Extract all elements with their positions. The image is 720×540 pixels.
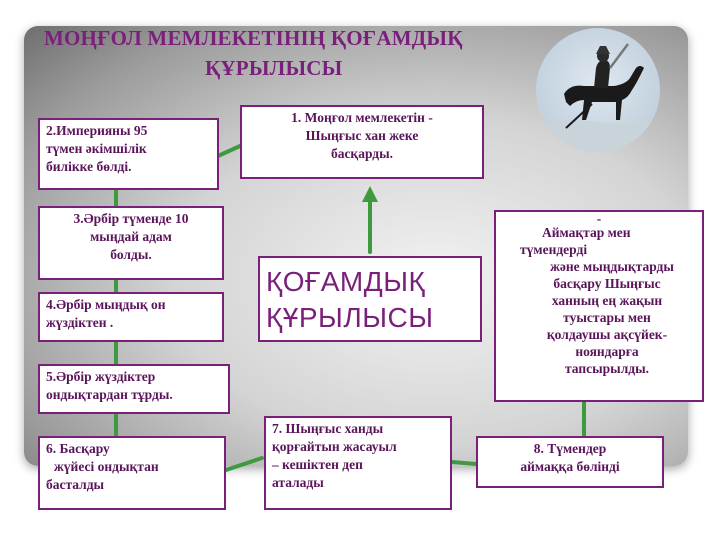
box-7-guard: 7. Шыңғыс ханды қорғайтын жасауыл – кешіктен деп аталады bbox=[264, 416, 452, 510]
page-title-line1: МОҢҒОЛ МЕМЛЕКЕТІНІҢ ҚОҒАМДЫҚ bbox=[44, 26, 463, 50]
box-2-empire: 2.Империяны 95 түмен әкімшілік билікке бөлді. bbox=[38, 118, 219, 190]
box-5-hundred: 5.Әрбір жүздіктер ондықтардан тұрды. bbox=[38, 364, 230, 414]
box-3-tumen: 3.Әрбір түменде 10 мыңдай адам болды. bbox=[38, 206, 224, 280]
box-4-thousand: 4.Әрбір мыңдық он жүздіктен . bbox=[38, 292, 224, 342]
center-title-box bbox=[258, 256, 482, 342]
center-title-line2: ҚҰРЫЛЫСЫ bbox=[266, 302, 434, 333]
box-1-ruler: 1. Моңғол мемлекетін - Шыңғыс хан жеке басқарды. bbox=[240, 105, 484, 179]
box-6-system: 6. Басқару жүйесі ондықтан басталды bbox=[38, 436, 226, 510]
page-title-line2: ҚҰРЫЛЫСЫ bbox=[205, 56, 343, 80]
center-title-line1: ҚОҒАМДЫҚ bbox=[266, 266, 426, 297]
box-8-regions: 8. Түмендер аймаққа бөлінді bbox=[476, 436, 664, 488]
box-9-administration: - Аймақтар мен түмендерді және мыңдықтарды басқару Шыңғыс ханның ең жақын туыстары мен қолдаушы ақсүйек- нояндарға тапсырылды. bbox=[494, 210, 704, 402]
